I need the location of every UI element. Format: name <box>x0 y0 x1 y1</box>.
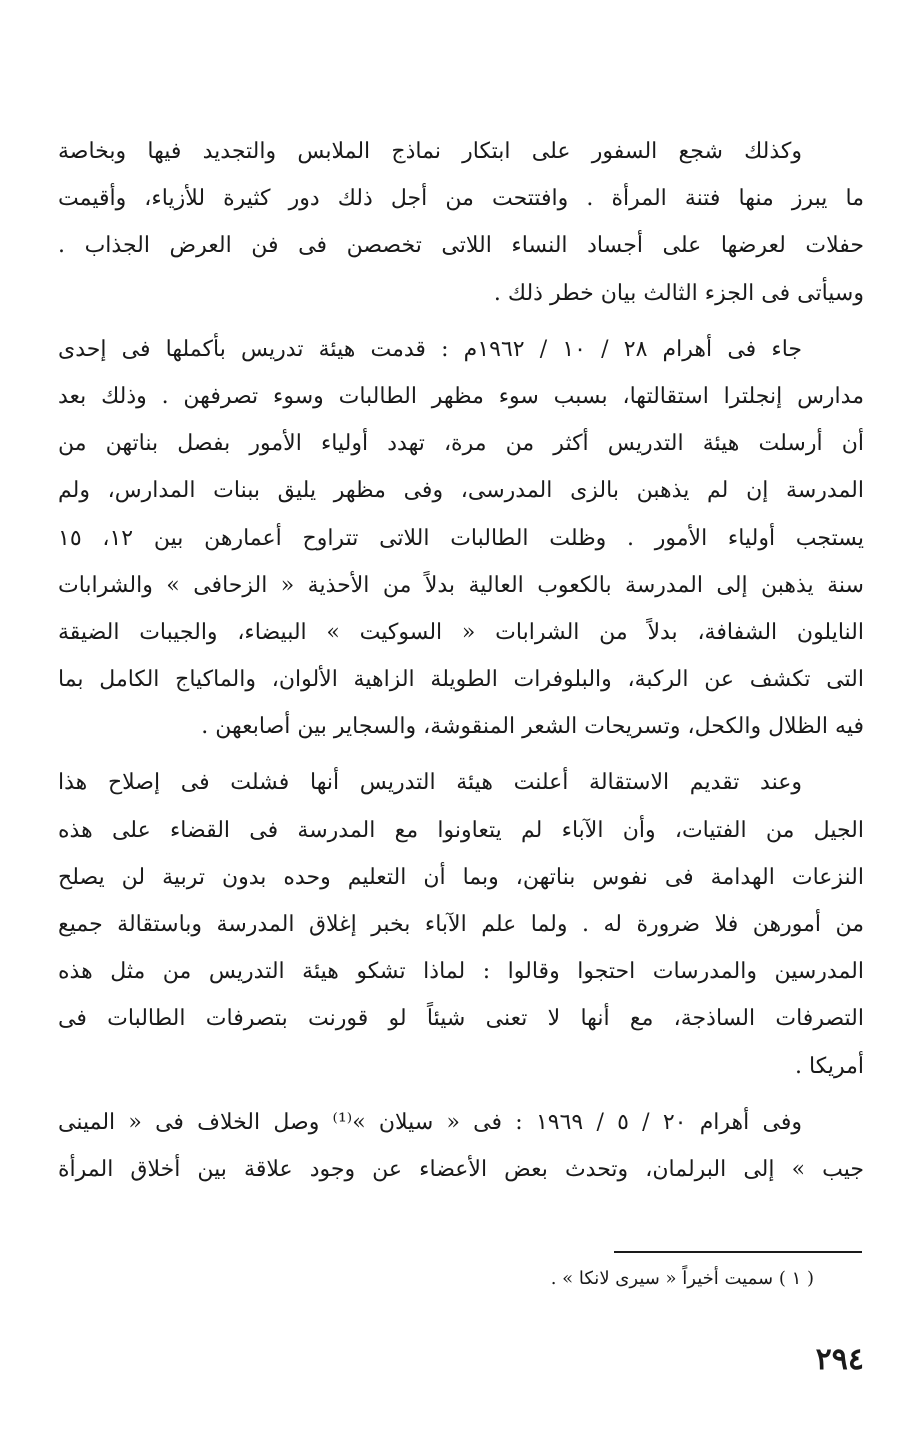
text-line: سنة يذهبن إلى المدرسة بالكعوب العالية بدلاً من الأحذية « الزحافى » والشرابات <box>58 572 864 598</box>
paragraph <box>58 326 864 751</box>
text-line: مدارس إنجلترا استقالتها، بسبب سوء مظهر الطالبات وسوء تصرفهن . وذلك بعد <box>58 383 864 409</box>
text-line: جاء فى أهرام ٢٨ / ١٠ / ١٩٦٢م : قدمت هيئة تدريس بأكملها فى إحدى <box>58 336 802 362</box>
text-line: أمريكا . <box>795 1053 864 1079</box>
footnote-divider <box>614 1251 862 1253</box>
footnote: ( ١ ) سميت أخيراً « سيرى لانكا » . <box>550 1268 814 1289</box>
text-line: يستجب أولياء الأمور . وظلت الطالبات اللاتى تتراوح أعمارهن بين ١٢، ١٥ <box>58 525 864 551</box>
text-line: التصرفات الساذجة، مع أنها لا تعنى شيئاً لو قورنت بتصرفات الطالبات فى <box>58 1006 864 1032</box>
text-line: حفلات لعرضها على أجساد النساء اللاتى تخصصن فى فن العرض الجذاب . <box>58 233 864 259</box>
paragraph <box>58 128 864 317</box>
text-line: وعند تقديم الاستقالة أعلنت هيئة التدريس أنها فشلت فى إصلاح هذا <box>58 770 802 796</box>
text-line: النايلون الشفافة، بدلاً من الشرابات « السوكيت » البيضاء، والجيبات الضيقة <box>58 619 864 645</box>
body-text <box>58 128 864 1202</box>
text-line: وفى أهرام ٢٠ / ٥ / ١٩٦٩ : فى « سيلان »⁽¹⁾ وصل الخلاف فى « المينى <box>58 1109 802 1135</box>
paragraph <box>58 759 864 1089</box>
text-line: التى تكشف عن الركبة، والبلوفرات الطويلة الزاهية الألوان، والماكياج الكامل بما <box>58 667 864 693</box>
text-line: فيه الظلال والكحل، وتسريحات الشعر المنقوشة، والسجاير بين أصابعهن . <box>201 714 864 740</box>
text-line: النزعات الهدامة فى نفوس بناتهن، وبما أن التعليم وحده بدون تربية لن يصلح <box>58 864 864 890</box>
text-line: جيب » إلى البرلمان، وتحدث بعض الأعضاء عن وجود علاقة بين أخلاق المرأة <box>58 1156 864 1182</box>
text-line: من أمورهن فلا ضرورة له . ولما علم الآباء بخبر إغلاق المدرسة وباستقالة جميع <box>58 912 864 937</box>
text-line: وكذلك شجع السفور على ابتكار نماذج الملابس والتجديد فيها وبخاصة <box>58 139 803 164</box>
text-line: ما يبرز منها فتنة المرأة . وافتتحت من أجل ذلك دور كثيرة للأزياء، وأقيمت <box>58 186 864 212</box>
text-line: المدرسين والمدرسات احتجوا وقالوا : لماذا تشكو هيئة التدريس من مثل هذه <box>58 959 864 985</box>
page-number: ٢٩٤ <box>815 1342 864 1377</box>
text-line: وسيأتى فى الجزء الثالث بيان خطر ذلك . <box>493 280 864 306</box>
text-line: الجيل من الفتيات، وأن الآباء لم يتعاونوا مع المدرسة فى القضاء على هذه <box>58 817 864 843</box>
text-line: أن أرسلت هيئة التدريس أكثر من مرة، تهدد أولياء الأمور بفصل بناتهن من <box>58 431 864 457</box>
text-line: المدرسة إن لم يذهبن بالزى المدرسى، وفى مظهر يليق ببنات المدارس، ولم <box>58 478 864 504</box>
paragraph <box>58 1099 864 1193</box>
